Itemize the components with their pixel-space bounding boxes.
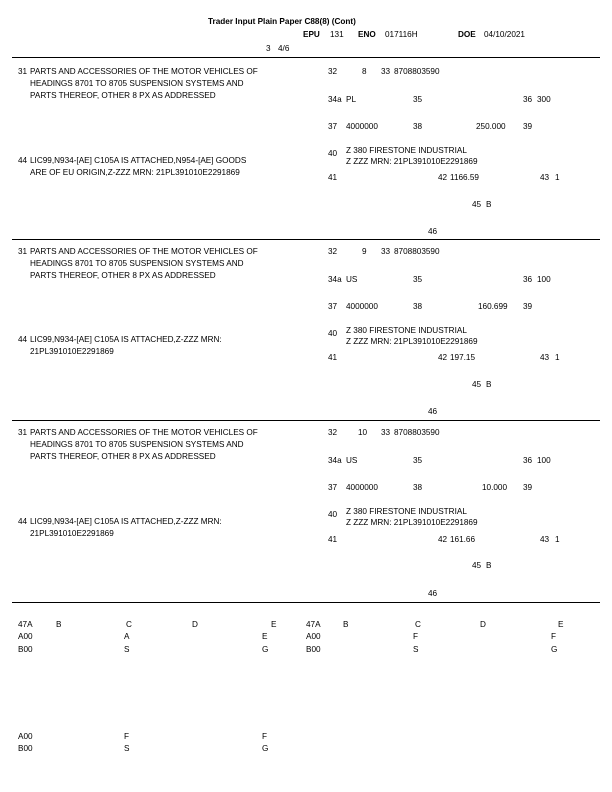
box46-label: 46	[428, 227, 438, 236]
goods-description-line: PARTS AND ACCESSORIES OF THE MOTOR VEHICLES OF	[30, 67, 258, 76]
box40-label: 40	[328, 329, 338, 338]
goods-description-line: HEADINGS 8701 TO 8705 SUSPENSION SYSTEMS AND	[30, 440, 244, 449]
item-price: 1166.59	[450, 173, 479, 182]
tax-rate-code: S	[124, 645, 130, 654]
previous-document-line: Z 380 FIRESTONE INDUSTRIAL	[346, 326, 467, 335]
box3-label: 3	[266, 44, 271, 53]
cpc-value: 4000000	[346, 483, 378, 492]
tax-type-code: A00	[18, 632, 33, 641]
tax-method-code: F	[551, 632, 557, 641]
tax-header-47a: 47A	[306, 620, 321, 629]
box33-label: 33	[381, 247, 391, 256]
adjustment-code: B	[486, 380, 492, 389]
previous-document-line: Z 380 FIRESTONE INDUSTRIAL	[346, 507, 467, 516]
eno-value: 017116H	[385, 30, 418, 39]
box41-label: 41	[328, 353, 338, 362]
tax-header-c: C	[126, 620, 132, 629]
box35-label: 35	[413, 456, 423, 465]
goods-description-line: PARTS THEREOF, OTHER 8 PX AS ADDRESSED	[30, 452, 216, 461]
box39-label: 39	[523, 483, 533, 492]
box43-label: 43	[540, 535, 550, 544]
previous-document-line: Z ZZZ MRN: 21PL391010E2291869	[346, 157, 478, 166]
box33-label: 33	[381, 428, 391, 437]
box31-label: 31	[18, 67, 28, 76]
box41-label: 41	[328, 535, 338, 544]
tax-header-b: B	[343, 620, 349, 629]
item-number: 10	[358, 428, 368, 437]
page-number: 4/6	[278, 44, 290, 53]
box37-label: 37	[328, 122, 338, 131]
box34a-label: 34a	[328, 275, 342, 284]
additional-info-line: 21PL391010E2291869	[30, 529, 114, 538]
item-number: 9	[362, 247, 367, 256]
tax-type-code: B00	[306, 645, 321, 654]
box42-label: 42	[438, 535, 448, 544]
box32-label: 32	[328, 247, 338, 256]
previous-document-line: Z ZZZ MRN: 21PL391010E2291869	[346, 518, 478, 527]
box37-label: 37	[328, 302, 338, 311]
tax-type-code: B00	[18, 645, 33, 654]
header-divider	[12, 57, 600, 58]
tax-rate-code: S	[124, 744, 130, 753]
commodity-code: 8708803590	[394, 428, 440, 437]
doe-label: DOE	[458, 30, 476, 39]
page-title: Trader Input Plain Paper C88(8) (Cont)	[208, 17, 356, 26]
box40-label: 40	[328, 510, 338, 519]
box36-value: 100	[537, 456, 551, 465]
goods-description-line: HEADINGS 8701 TO 8705 SUSPENSION SYSTEMS AND	[30, 259, 244, 268]
tax-header-d: D	[192, 620, 198, 629]
box40-label: 40	[328, 149, 338, 158]
box38-label: 38	[413, 122, 423, 131]
goods-description-line: PARTS THEREOF, OTHER 8 PX AS ADDRESSED	[30, 271, 216, 280]
box41-label: 41	[328, 173, 338, 182]
box45-label: 45	[472, 561, 482, 570]
box38-label: 38	[413, 483, 423, 492]
tax-header-e: E	[271, 620, 277, 629]
origin-country: US	[346, 275, 358, 284]
tax-header-b: B	[56, 620, 62, 629]
commodity-code: 8708803590	[394, 67, 440, 76]
item-price: 161.66	[450, 535, 476, 544]
tax-header-47a: 47A	[18, 620, 33, 629]
box37-label: 37	[328, 483, 338, 492]
tax-type-code: A00	[306, 632, 321, 641]
box36-label: 36	[523, 275, 533, 284]
box46-label: 46	[428, 589, 438, 598]
box39-label: 39	[523, 302, 533, 311]
goods-description-line: PARTS THEREOF, OTHER 8 PX AS ADDRESSED	[30, 91, 216, 100]
box36-label: 36	[523, 456, 533, 465]
tax-method-code: F	[262, 732, 268, 741]
box39-label: 39	[523, 122, 533, 131]
goods-description-line: PARTS AND ACCESSORIES OF THE MOTOR VEHICLES OF	[30, 428, 258, 437]
tax-rate-code: S	[413, 645, 419, 654]
tax-method-code: G	[262, 744, 269, 753]
item-divider	[12, 602, 600, 603]
box45-label: 45	[472, 200, 482, 209]
epu-value: 131	[330, 30, 344, 39]
additional-info-line: LIC99,N934-[AE] C105A IS ATTACHED,Z-ZZZ MRN:	[30, 335, 222, 344]
doe-value: 04/10/2021	[484, 30, 525, 39]
tax-method-code: G	[262, 645, 269, 654]
box36-label: 36	[523, 95, 533, 104]
box32-label: 32	[328, 428, 338, 437]
box31-label: 31	[18, 247, 28, 256]
box38-label: 38	[413, 302, 423, 311]
tax-header-c: C	[415, 620, 421, 629]
origin-country: US	[346, 456, 358, 465]
origin-country: PL	[346, 95, 357, 104]
box44-label: 44	[18, 156, 28, 165]
item-divider	[12, 420, 600, 421]
box44-label: 44	[18, 517, 28, 526]
net-mass: 10.000	[482, 483, 508, 492]
box45-label: 45	[472, 380, 482, 389]
tax-rate-code: F	[413, 632, 419, 641]
cpc-value: 4000000	[346, 122, 378, 131]
box34a-label: 34a	[328, 456, 342, 465]
valuation-method: 1	[555, 535, 560, 544]
goods-description-line: PARTS AND ACCESSORIES OF THE MOTOR VEHICLES OF	[30, 247, 258, 256]
tax-type-code: B00	[18, 744, 33, 753]
box31-label: 31	[18, 428, 28, 437]
goods-description-line: HEADINGS 8701 TO 8705 SUSPENSION SYSTEMS AND	[30, 79, 244, 88]
adjustment-code: B	[486, 561, 492, 570]
box43-label: 43	[540, 353, 550, 362]
additional-info-line: 21PL391010E2291869	[30, 347, 114, 356]
tax-header-d: D	[480, 620, 486, 629]
box32-label: 32	[328, 67, 338, 76]
cpc-value: 4000000	[346, 302, 378, 311]
tax-type-code: A00	[18, 732, 33, 741]
box33-label: 33	[381, 67, 391, 76]
box46-label: 46	[428, 407, 438, 416]
valuation-method: 1	[555, 353, 560, 362]
tax-rate-code: F	[124, 732, 130, 741]
box35-label: 35	[413, 275, 423, 284]
box43-label: 43	[540, 173, 550, 182]
previous-document-line: Z 380 FIRESTONE INDUSTRIAL	[346, 146, 467, 155]
commodity-code: 8708803590	[394, 247, 440, 256]
tax-header-e: E	[558, 620, 564, 629]
net-mass: 160.699	[478, 302, 508, 311]
net-mass: 250.000	[476, 122, 506, 131]
tax-rate-code: A	[124, 632, 130, 641]
box44-label: 44	[18, 335, 28, 344]
item-number: 8	[362, 67, 367, 76]
box42-label: 42	[438, 353, 448, 362]
tax-method-code: E	[262, 632, 268, 641]
box36-value: 100	[537, 275, 551, 284]
additional-info-line: ARE OF EU ORIGIN,Z-ZZZ MRN: 21PL391010E2291869	[30, 168, 240, 177]
item-price: 197.15	[450, 353, 476, 362]
epu-label: EPU	[303, 30, 320, 39]
box35-label: 35	[413, 95, 423, 104]
tax-method-code: G	[551, 645, 558, 654]
valuation-method: 1	[555, 173, 560, 182]
eno-label: ENO	[358, 30, 376, 39]
previous-document-line: Z ZZZ MRN: 21PL391010E2291869	[346, 337, 478, 346]
box42-label: 42	[438, 173, 448, 182]
adjustment-code: B	[486, 200, 492, 209]
additional-info-line: LIC99,N934-[AE] C105A IS ATTACHED,N954-[AE] GOODS	[30, 156, 247, 165]
box36-value: 300	[537, 95, 551, 104]
additional-info-line: LIC99,N934-[AE] C105A IS ATTACHED,Z-ZZZ MRN:	[30, 517, 222, 526]
box34a-label: 34a	[328, 95, 342, 104]
item-divider	[12, 239, 600, 240]
